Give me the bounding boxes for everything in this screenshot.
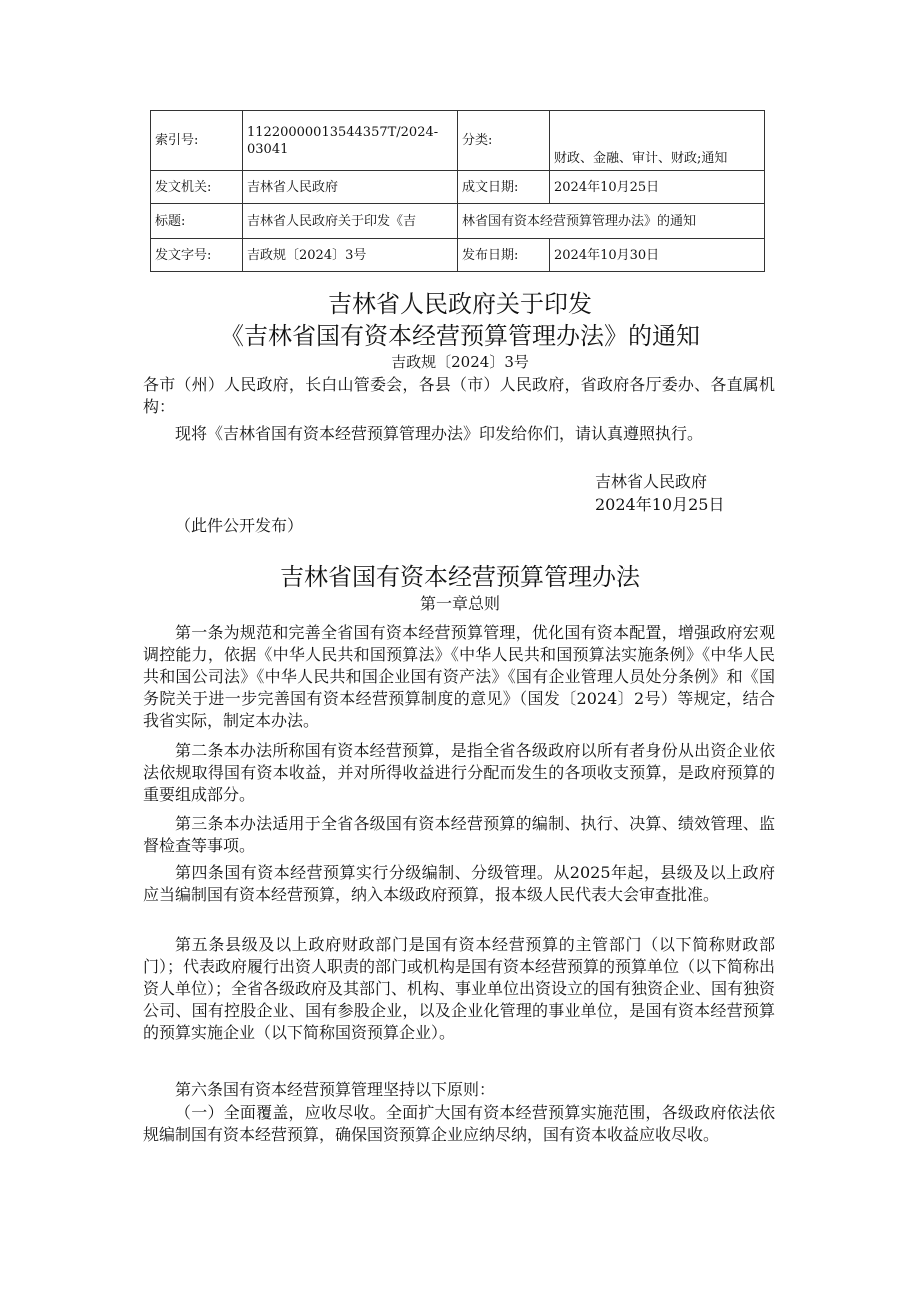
notice-date: 2024年10月25日 [595,495,725,514]
notice-signer: 吉林省人民政府 [595,472,708,491]
date-written-label: 成文日期: [458,171,550,204]
index-label: 索引号: [151,111,243,171]
issuer-value: 吉林省人民政府 [243,171,458,204]
publish-date-value: 2024年10月30日 [550,239,765,272]
article-1: 第一条为规范和完善全省国有资本经营预算管理，优化国有资本配置，增强政府宏观调控能力，依据《中华人民共和国预算法》《中华人民共和国预算法实施条例》《中华人民共和国公司法》《中华人民共和国企业国有资产法》《国有企业管理人员处分条例》和《国务院关于进一步完善国有资本经营预算制度的意见》（国发〔2024〕2号）等规定，结合我省实际，制定本办法。 [143,623,775,730]
article-4: 第四条国有资本经营预算实行分级编制、分级管理。从2025年起，县级及以上政府应当编制国有资本经营预算，纳入本级政府预算，报本级人民代表大会审查批准。 [143,863,775,904]
issuer-label: 发文机关: [151,171,243,204]
notice-recipients: 各市（州）人民政府，长白山管委会，各县（市）人民政府，省政府各厅委办、各直属机构： [143,375,775,416]
publish-note: （此件公开发布） [175,516,304,535]
notice-doc-number: 吉政规〔2024〕3号 [391,353,529,371]
date-written-value: 2024年10月25日 [550,171,765,204]
title-value-part2: 林省国有资本经营预算管理办法》的通知 [458,204,765,239]
title-label: 标题: [151,204,243,239]
chapter-heading: 第一章总则 [419,594,500,613]
article-3: 第三条本办法适用于全省各级国有资本经营预算的编制、执行、决算、绩效管理、监督检查等事项。 [143,814,775,855]
regulation-title: 吉林省国有资本经营预算管理办法 [280,563,640,591]
notice-body: 现将《吉林省国有资本经营预算管理办法》印发给你们，请认真遵照执行。 [175,424,704,443]
category-value: 财政、金融、审计、财政;通知 [550,111,765,171]
article-2: 第二条本办法所称国有资本经营预算，是指全省各级政府以所有者身份从出资企业依法依规取得国有资本收益，并对所得收益进行分配而发生的各项收支预算，是政府预算的重要组成部分。 [143,741,775,804]
article-6: 第六条国有资本经营预算管理坚持以下原则： [175,1080,496,1099]
publish-date-label: 发布日期: [458,239,550,272]
article-5: 第五条县级及以上政府财政部门是国有资本经营预算的主管部门（以下简称财政部门）；代表政府履行出资人职责的部门或机构是国有资本经营预算的预算单位（以下简称出资人单位）；全省各级政府及其部门、机构、事业单位出资设立的国有独资企业、国有独资公司、国有控股企业、国有参股企业，以及企业化管理的事业单位，是国有资本经营预算的预算实施企业（以下简称国资预算企业）。 [143,935,776,1042]
document-metadata-table [150,110,765,272]
article-6-item-1: （一）全面覆盖，应收尽收。全面扩大国有资本经营预算实施范围，各级政府依法依规编制国有资本经营预算，确保国资预算企业应纳尽纳，国有资本收益应收尽收。 [143,1103,775,1144]
category-label: 分类: [458,111,550,171]
index-value: 11220000013544357T/2024-03041 [243,111,458,171]
docno-value: 吉政规〔2024〕3号 [243,239,458,272]
notice-title-line1: 吉林省人民政府关于印发 [328,290,592,318]
title-value-part1: 吉林省人民政府关于印发《吉 [243,204,458,239]
docno-label: 发文字号: [151,239,243,272]
notice-title-line2: 《吉林省国有资本经营预算管理办法》的通知 [220,322,700,350]
